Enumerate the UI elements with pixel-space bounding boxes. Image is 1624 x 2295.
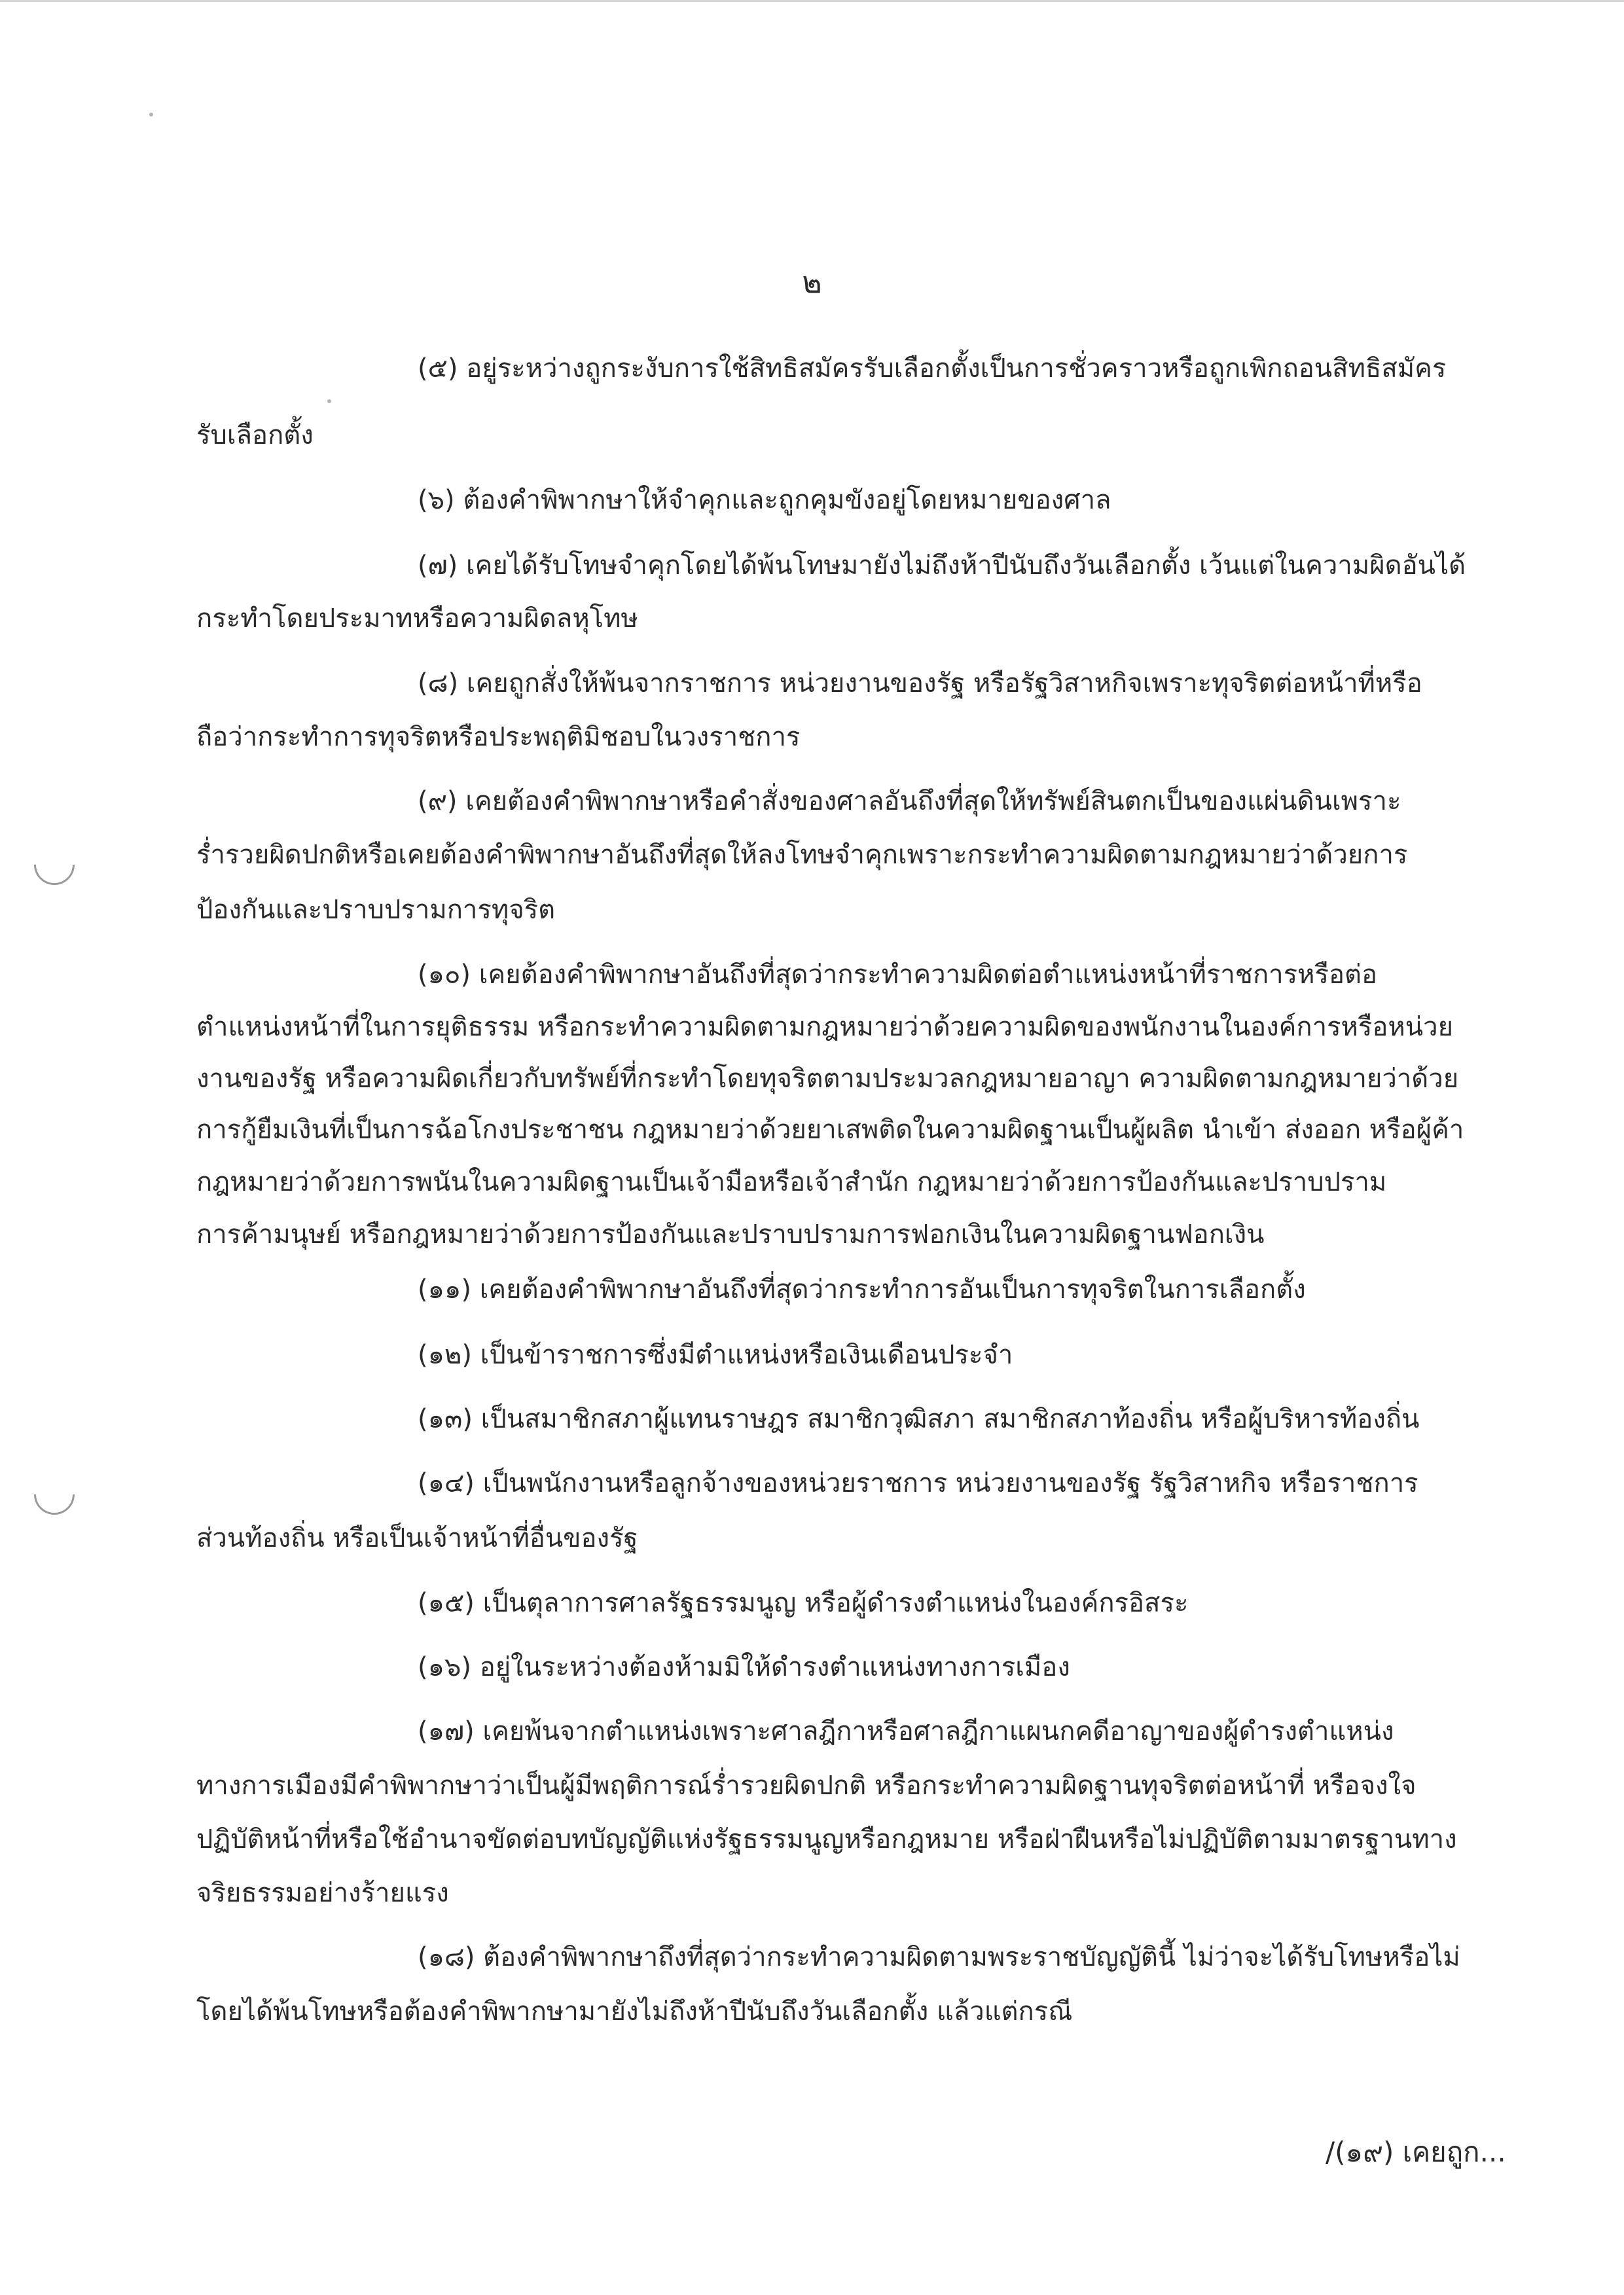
paragraph-first-line: (๑๓) เป็นสมาชิกสภาผู้แทนราษฎร สมาชิกวุฒิสภา สมาชิกสภาท้องถิ่น หรือผู้บริหารท้องถิ่น: [418, 1404, 1420, 1434]
paragraph-first-line: (๗) เคยได้รับโทษจำคุกโดยได้พ้นโทษมายังไม่ถึงห้าปีนับถึงวันเลือกตั้ง เว้นแต่ในความผิดอันได้: [418, 551, 1466, 581]
paragraph-continuation-line: กระทำโดยประมาทหรือความผิดลหุโทษ: [196, 604, 638, 634]
paragraph-first-line: (๑๘) ต้องคำพิพากษาถึงที่สุดว่ากระทำความผิดตามพระราชบัญญัตินี้ ไม่ว่าจะได้รับโทษหรือไม่: [418, 1942, 1460, 1972]
paragraph-first-line: (๑๒) เป็นข้าราชการซึ่งมีตำแหน่งหรือเงินเดือนประจำ: [418, 1340, 1013, 1370]
paragraph-continuation-line: ปฏิบัติหน้าที่หรือใช้อำนาจขัดต่อบทบัญญัติแห่งรัฐธรรมนูญหรือกฎหมาย หรือฝ่าฝืนหรือไม่ปฏิบัติตามมาตรฐานทาง: [196, 1824, 1457, 1854]
paragraph-first-line: (๕) อยู่ระหว่างถูกระงับการใช้สิทธิสมัครรับเลือกตั้งเป็นการชั่วคราวหรือถูกเพิกถอนสิทธิสมัคร: [418, 353, 1447, 384]
punch-hole-mark: [26, 836, 83, 894]
scan-speck: [149, 113, 153, 117]
scan-edge-line: [0, 0, 1624, 2]
paragraph-first-line: (๑๑) เคยต้องคำพิพากษาอันถึงที่สุดว่ากระทำการอันเป็นการทุจริตในการเลือกตั้ง: [418, 1274, 1306, 1305]
paragraph-first-line: (๖) ต้องคำพิพากษาให้จำคุกและถูกคุมขังอยู่โดยหมายของศาล: [418, 485, 1111, 515]
paragraph-first-line: (๑๔) เป็นพนักงานหรือลูกจ้างของหน่วยราชการ หน่วยงานของรัฐ รัฐวิสาหกิจ หรือราชการ: [418, 1468, 1418, 1498]
continuation-footer: /(๑๙) เคยถูก...: [1326, 2136, 1506, 2168]
paragraph-continuation-line: โดยได้พ้นโทษหรือต้องคำพิพากษามายังไม่ถึงห้าปีนับถึงวันเลือกตั้ง แล้วแต่กรณี: [196, 1997, 1073, 2027]
paragraph-continuation-line: ถือว่ากระทำการทุจริตหรือประพฤติมิชอบในวงราชการ: [196, 722, 801, 752]
paragraph-continuation-line: การค้ามนุษย์ หรือกฎหมายว่าด้วยการป้องกันและปราบปรามการฟอกเงินในความผิดฐานฟอกเงิน: [196, 1220, 1265, 1250]
paragraph-first-line: (๙) เคยต้องคำพิพากษาหรือคำสั่งของศาลอันถึงที่สุดให้ทรัพย์สินตกเป็นของแผ่นดินเพราะ: [418, 786, 1401, 816]
paragraph-continuation-line: ส่วนท้องถิ่น หรือเป็นเจ้าหน้าที่อื่นของรัฐ: [196, 1523, 638, 1553]
paragraph-continuation-line: รับเลือกตั้ง: [196, 420, 314, 450]
paragraph-continuation-line: งานของรัฐ หรือความผิดเกี่ยวกับทรัพย์ที่กระทำโดยทุจริตตามประมวลกฎหมายอาญา ความผิดตามกฎหมายว่าด้วย: [196, 1064, 1459, 1094]
paragraph-continuation-line: ตำแหน่งหน้าที่ในการยุติธรรม หรือกระทำความผิดตามกฎหมายว่าด้วยความผิดของพนักงานในองค์การหรือหน่วย: [196, 1012, 1454, 1042]
paragraph-first-line: (๑๐) เคยต้องคำพิพากษาอันถึงที่สุดว่ากระทำความผิดต่อตำแหน่งหน้าที่ราชการหรือต่อ: [418, 960, 1377, 990]
punch-hole-mark: [26, 1466, 83, 1523]
scan-speck: [327, 399, 331, 403]
paragraph-continuation-line: การกู้ยืมเงินที่เป็นการฉ้อโกงประชาชน กฎหมายว่าด้วยยาเสพติดในความผิดฐานเป็นผู้ผลิต นำเข้า ส่งออก หรือผู้ค้า: [196, 1115, 1464, 1145]
paragraph-continuation-line: กฎหมายว่าด้วยการพนันในความผิดฐานเป็นเจ้ามือหรือเจ้าสำนัก กฎหมายว่าด้วยการป้องกันและปราบปราม: [196, 1167, 1387, 1197]
paragraph-first-line: (๑๗) เคยพ้นจากตำแหน่งเพราะศาลฎีกาหรือศาลฎีกาแผนกคดีอาญาของผู้ดำรงตำแหน่ง: [418, 1716, 1394, 1746]
paragraph-continuation-line: ร่ำรวยผิดปกติหรือเคยต้องคำพิพากษาอันถึงที่สุดให้ลงโทษจำคุกเพราะกระทำความผิดตามกฎหมายว่าด้วยการ: [196, 840, 1408, 870]
paragraph-first-line: (๑๖) อยู่ในระหว่างต้องห้ามมิให้ดำรงตำแหน่งทางการเมือง: [418, 1652, 1070, 1682]
paragraph-first-line: (๑๕) เป็นตุลาการศาลรัฐธรรมนูญ หรือผู้ดำรงตำแหน่งในองค์กรอิสระ: [418, 1588, 1189, 1618]
paragraph-first-line: (๘) เคยถูกสั่งให้พ้นจากราชการ หน่วยงานของรัฐ หรือรัฐวิสาหกิจเพราะทุจริตต่อหน้าที่หรือ: [418, 668, 1422, 698]
paragraph-continuation-line: ทางการเมืองมีคำพิพากษาว่าเป็นผู้มีพฤติการณ์ร่ำรวยผิดปกติ หรือกระทำความผิดฐานทุจริตต่อหน้าที่ หรือจงใจ: [196, 1771, 1416, 1801]
page-number: ๒: [802, 264, 822, 300]
paragraph-continuation-line: ป้องกันและปราบปรามการทุจริต: [196, 895, 556, 925]
paragraph-continuation-line: จริยธรรมอย่างร้ายแรง: [196, 1878, 449, 1908]
